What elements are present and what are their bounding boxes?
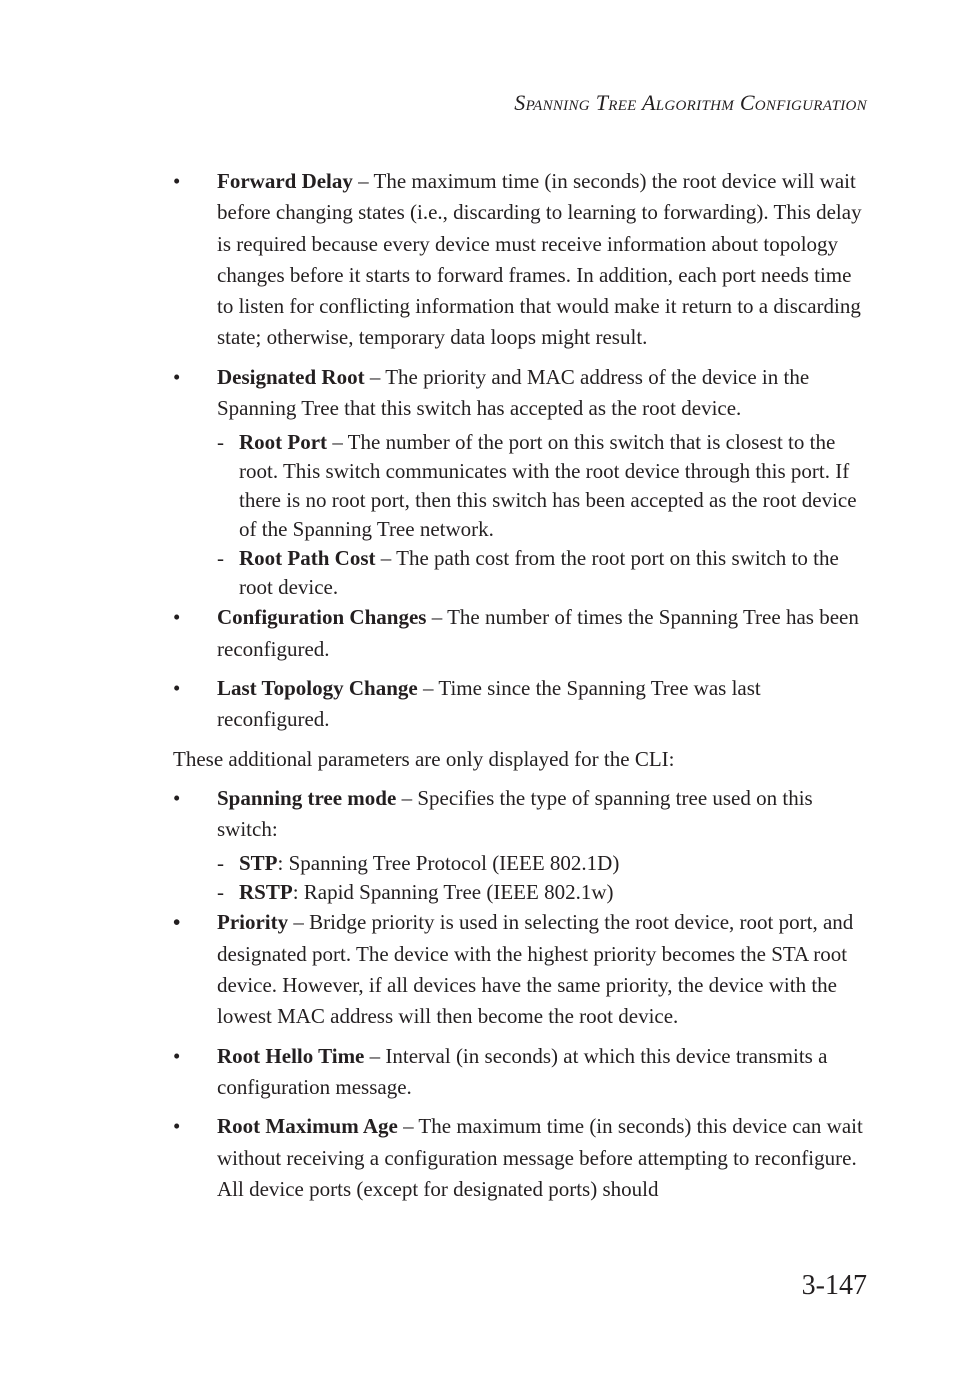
dash-glyph: -	[217, 546, 224, 571]
sub-item-root-port	[217, 428, 873, 544]
running-header: Spanning Tree Algorithm Configuration	[514, 90, 867, 115]
term-label: Configuration Changes	[217, 605, 427, 630]
bullet-glyph: •	[173, 169, 181, 193]
bullet-glyph: •	[173, 910, 181, 935]
list-item-last-topology-change	[173, 673, 873, 736]
term-description: – The priority and MAC address of the device in the Spanning Tree that this switch has accepted as the root device.	[217, 364, 810, 421]
term-label: Root Path Cost	[239, 546, 376, 571]
sub-item-stp	[217, 849, 873, 878]
term-description: : Spanning Tree Protocol (IEEE 802.1D)	[277, 851, 620, 876]
term-label: Root Hello Time	[217, 1043, 365, 1068]
bullet-glyph: •	[173, 675, 181, 700]
term-label: Root Maximum Age	[217, 1114, 398, 1139]
term-label: Forward Delay	[217, 169, 353, 193]
list-item-root-hello-time	[173, 1041, 873, 1104]
term-description: – The number of the port on this switch that is closest to the root. This switch communicates with the root device through this port. If there is no root port, then this switch has been accepted as the root device of the Spanning Tree network.	[239, 430, 857, 542]
cli-intro-paragraph: These additional parameters are only displayed for the CLI:	[173, 746, 675, 771]
term-label: Priority	[217, 910, 289, 935]
term-description: – The path cost from the root port on this switch to the root device.	[239, 546, 839, 600]
term-description: – Time since the Spanning Tree was last reconfigured.	[217, 675, 761, 732]
dash-glyph: -	[217, 851, 224, 876]
page-body	[173, 166, 873, 1213]
sub-list	[217, 428, 873, 602]
list-item-designated-root	[173, 362, 873, 603]
list-item-priority	[173, 907, 873, 1032]
list-item-spanning-tree-mode	[173, 783, 873, 908]
term-description: – Bridge priority is used in selecting the root device, root port, and designated port. The device with the highest priority becomes the STA root device. However, if all devices have the same priority, the device with the lowest MAC address will then become the root device.	[217, 910, 854, 1029]
sub-list	[217, 849, 873, 907]
term-description: – The maximum time (in seconds) this device can wait without receiving a configuration message before attempting to reconfigure. All device ports (except for designated ports) should	[217, 1114, 863, 1201]
list-item-forward-delay	[173, 166, 873, 354]
bullet-glyph: •	[173, 1114, 181, 1139]
term-label: Root Port	[239, 430, 328, 455]
bullet-glyph: •	[173, 785, 181, 810]
list-item-root-maximum-age	[173, 1111, 873, 1205]
term-label: Last Topology Change	[217, 675, 418, 700]
bullet-glyph: •	[173, 364, 181, 389]
term-label: RSTP	[239, 880, 293, 905]
term-description: : Rapid Spanning Tree (IEEE 802.1w)	[292, 880, 614, 905]
term-description: – The number of times the Spanning Tree has been reconfigured.	[217, 605, 859, 661]
bullet-glyph: •	[173, 1043, 181, 1068]
page-number: 3-147	[801, 1270, 867, 1301]
bullet-glyph: •	[173, 605, 181, 630]
dash-glyph: -	[217, 430, 224, 455]
term-description: – Specifies the type of spanning tree used on this switch:	[217, 785, 813, 842]
term-label: STP	[239, 851, 278, 876]
term-description: – The maximum time (in seconds) the root device will wait before changing states (i.e., discarding to learning to forwarding). This delay is required because every device must receive information about topology changes before it starts to forward frames. In addition, each port needs time to listen for conflicting information that would make it return to a discarding state; otherwise, temporary data loops might result.	[217, 169, 862, 350]
term-label: Designated Root	[217, 364, 365, 389]
sub-item-root-path-cost	[217, 544, 873, 602]
dash-glyph: -	[217, 880, 224, 905]
list-item-configuration-changes	[173, 602, 873, 665]
sub-item-rstp	[217, 878, 873, 907]
term-label: Spanning tree mode	[217, 785, 397, 810]
term-description: – Interval (in seconds) at which this device transmits a configuration message.	[217, 1043, 828, 1099]
